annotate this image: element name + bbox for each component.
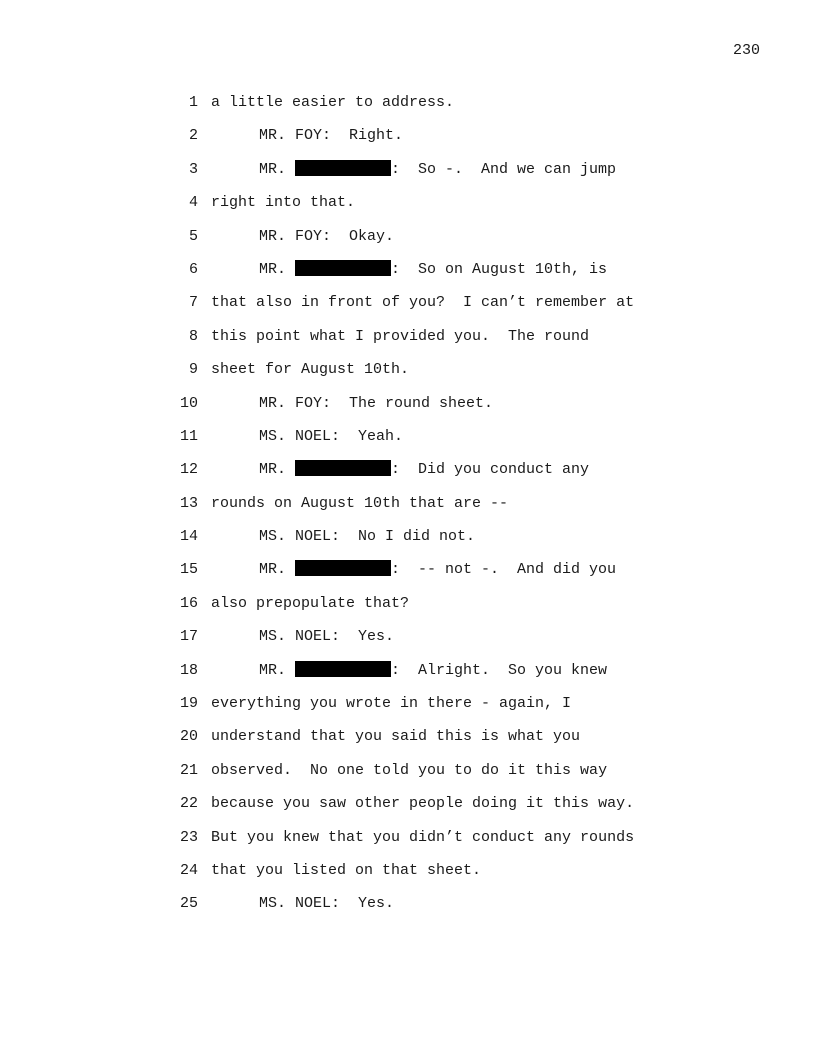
redaction-box [295,160,391,176]
line-number: 24 [179,861,198,879]
transcript-line [0,459,816,492]
line-number: 2 [188,127,198,145]
line-text [259,559,616,581]
line-text-segment: MR. [259,661,296,679]
line-text [211,326,589,348]
transcript-line [0,493,816,526]
line-number: 5 [188,227,198,245]
line-text [211,359,409,381]
line-number: 25 [179,895,198,913]
transcript-line [0,893,816,926]
line-text [259,159,616,181]
line-text-segment: a little easier to address. [211,94,455,111]
line-text-segment: MS. NOEL: No I did not. [259,528,476,546]
transcript-body [0,92,816,927]
line-text-segment: : So on August 10th, is [391,260,608,278]
line-text-segment: MR. FOY: Right. [259,127,404,145]
line-text-segment: : Alright. So you knew [391,661,608,679]
line-text-segment: MR. FOY: The round sheet. [259,394,494,412]
line-text-segment: this point what I provided you. The round [211,327,590,345]
line-text-segment: MR. [259,461,296,479]
line-text [211,726,580,748]
line-text [259,226,394,248]
line-number: 17 [179,628,198,646]
line-text-segment: everything you wrote in there - again, I [211,695,572,713]
line-number: 8 [188,327,198,345]
line-number: 7 [188,294,198,312]
redaction-box [295,661,391,677]
line-text [259,125,403,147]
line-text-segment: because you saw other people doing it this way. [211,795,635,813]
transcript-line [0,159,816,192]
transcript-line [0,827,816,860]
redaction-box [295,260,391,276]
transcript-line [0,393,816,426]
transcript-line [0,125,816,158]
transcript-line [0,259,816,292]
line-text [211,493,508,515]
transcript-line [0,192,816,225]
transcript-line [0,860,816,893]
line-number: 6 [188,260,198,278]
line-text-segment: sheet for August 10th. [211,361,410,379]
redaction-box [295,560,391,576]
line-text [211,760,607,782]
transcript-line [0,760,816,793]
transcript-line [0,559,816,592]
line-text [211,192,355,214]
line-number: 20 [179,728,198,746]
line-text [211,693,571,715]
transcript-line [0,693,816,726]
line-text [259,393,493,415]
line-text [259,660,607,682]
page-number: 230 [733,42,761,59]
transcript-line [0,292,816,325]
transcript-line [0,426,816,459]
line-text-segment: : -- not -. And did you [391,561,617,579]
line-number: 3 [188,160,198,178]
line-text-segment: MS. NOEL: Yes. [259,628,395,646]
transcript-line [0,660,816,693]
line-number: 4 [188,194,198,212]
line-text-segment: understand that you said this is what you [211,728,581,746]
line-text [259,526,475,548]
line-text-segment: : So -. And we can jump [391,160,617,178]
transcript-line [0,92,816,125]
line-text-segment: MS. NOEL: Yeah. [259,427,404,445]
line-text-segment: observed. No one told you to do it this way [211,761,608,779]
line-text-segment: MR. [259,561,296,579]
line-text [211,827,634,849]
redaction-box [295,460,391,476]
transcript-line [0,226,816,259]
line-number: 9 [188,361,198,379]
transcript-line [0,359,816,392]
line-text [211,860,481,882]
line-number: 21 [179,761,198,779]
line-text-segment: rounds on August 10th that are -- [211,494,509,512]
line-number: 19 [179,695,198,713]
line-text-segment: that also in front of you? I can’t remember at [211,294,635,312]
line-number: 1 [188,94,198,111]
line-text-segment: MR. FOY: Okay. [259,227,395,245]
line-text-segment: MR. [259,260,296,278]
line-number: 23 [179,828,198,846]
line-text-segment: also prepopulate that? [211,594,410,612]
line-number: 18 [179,661,198,679]
line-text-segment: that you listed on that sheet. [211,861,482,879]
transcript-line [0,593,816,626]
line-text [259,459,589,481]
line-number: 12 [179,461,198,479]
line-text-segment: MR. [259,160,296,178]
transcript-line [0,726,816,759]
line-number: 22 [179,795,198,813]
line-number: 14 [179,528,198,546]
line-text [211,92,454,114]
line-text [259,893,394,915]
line-text-segment: MS. NOEL: Yes. [259,895,395,913]
line-text [211,292,634,314]
line-text [259,426,403,448]
line-text [259,626,394,648]
line-number: 13 [179,494,198,512]
line-text [211,793,634,815]
line-number: 10 [179,394,198,412]
line-text-segment: right into that. [211,194,356,212]
line-number: 11 [179,427,198,445]
transcript-line [0,793,816,826]
line-text-segment: : Did you conduct any [391,461,590,479]
line-text-segment: But you knew that you didn’t conduct any rounds [211,828,635,846]
line-text [259,259,607,281]
transcript-line [0,526,816,559]
line-text [211,593,409,615]
line-number: 15 [179,561,198,579]
line-number: 16 [179,594,198,612]
transcript-line [0,626,816,659]
transcript-line [0,326,816,359]
